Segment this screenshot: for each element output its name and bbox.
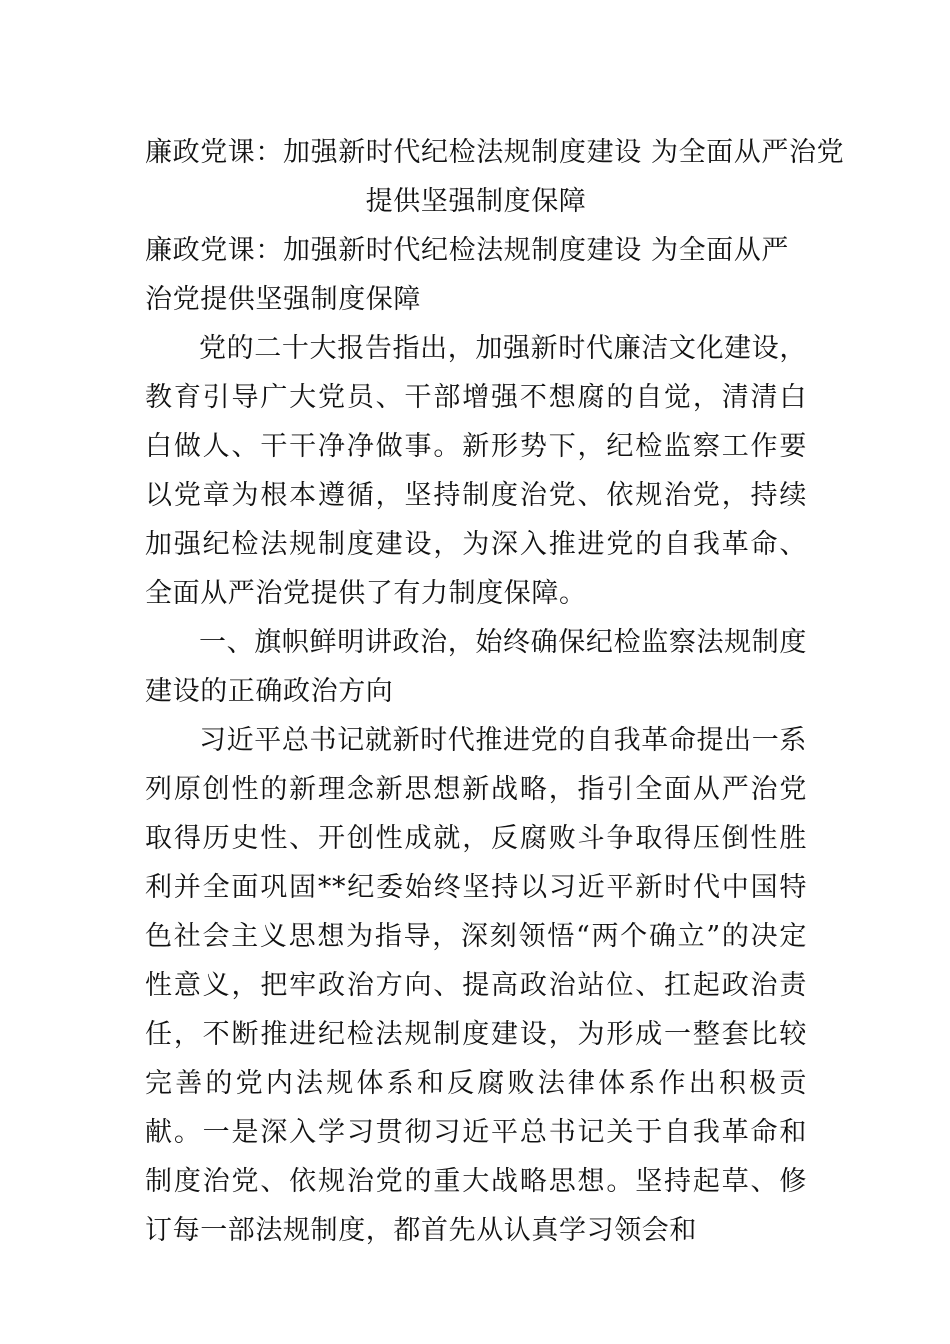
document-body	[145, 128, 845, 1255]
paragraph-intro: 党的二十大报告指出，加强新时代廉洁文化建设，教育引导广大党员、干部增强不想腐的自觉，清清白白做人、干干净净做事。新形势下，纪检监察工作要以党章为根本遵循，坚持制度治党、依规治党，持续加强纪检法规制度建设，为深入推进党的自我革命、全面从严治党提供了有力制度保障。	[145, 333, 807, 609]
paragraph-section-1-body: 习近平总书记就新时代推进党的自我革命提出一系列原创性的新理念新思想新战略，指引全面从严治党取得历史性、开创性成就，反腐败斗争取得压倒性胜利并全面巩固**纪委始终坚持以习近平新时代中国特色社会主义思想为指导，深刻领悟“两个确立”的决定性意义，把牢政治方向、提高政治站位、扛起政治责任，不断推进纪检法规制度建设，为形成一整套比较完善的党内法规体系和反腐败法律体系作出积极贡献。一是深入学习贯彻习近平总书记关于自我革命和制度治党、依规治党的重大战略思想。坚持起草、修订每一部法规制度，都首先从认真学习领会和	[145, 725, 807, 1246]
title-line-1: 廉政党课：加强新时代纪检法规制度建设 为全面从严治党	[145, 137, 845, 168]
section-heading-1: 一、旗帜鲜明讲政治，始终确保纪检监察法规制度建设的正确政治方向	[145, 627, 807, 707]
title-line-2: 提供坚强制度保障	[365, 186, 587, 217]
document-title	[145, 128, 845, 226]
document-subtitle: 廉政党课：加强新时代纪检法规制度建设 为全面从严治党提供坚强制度保障	[145, 235, 789, 315]
